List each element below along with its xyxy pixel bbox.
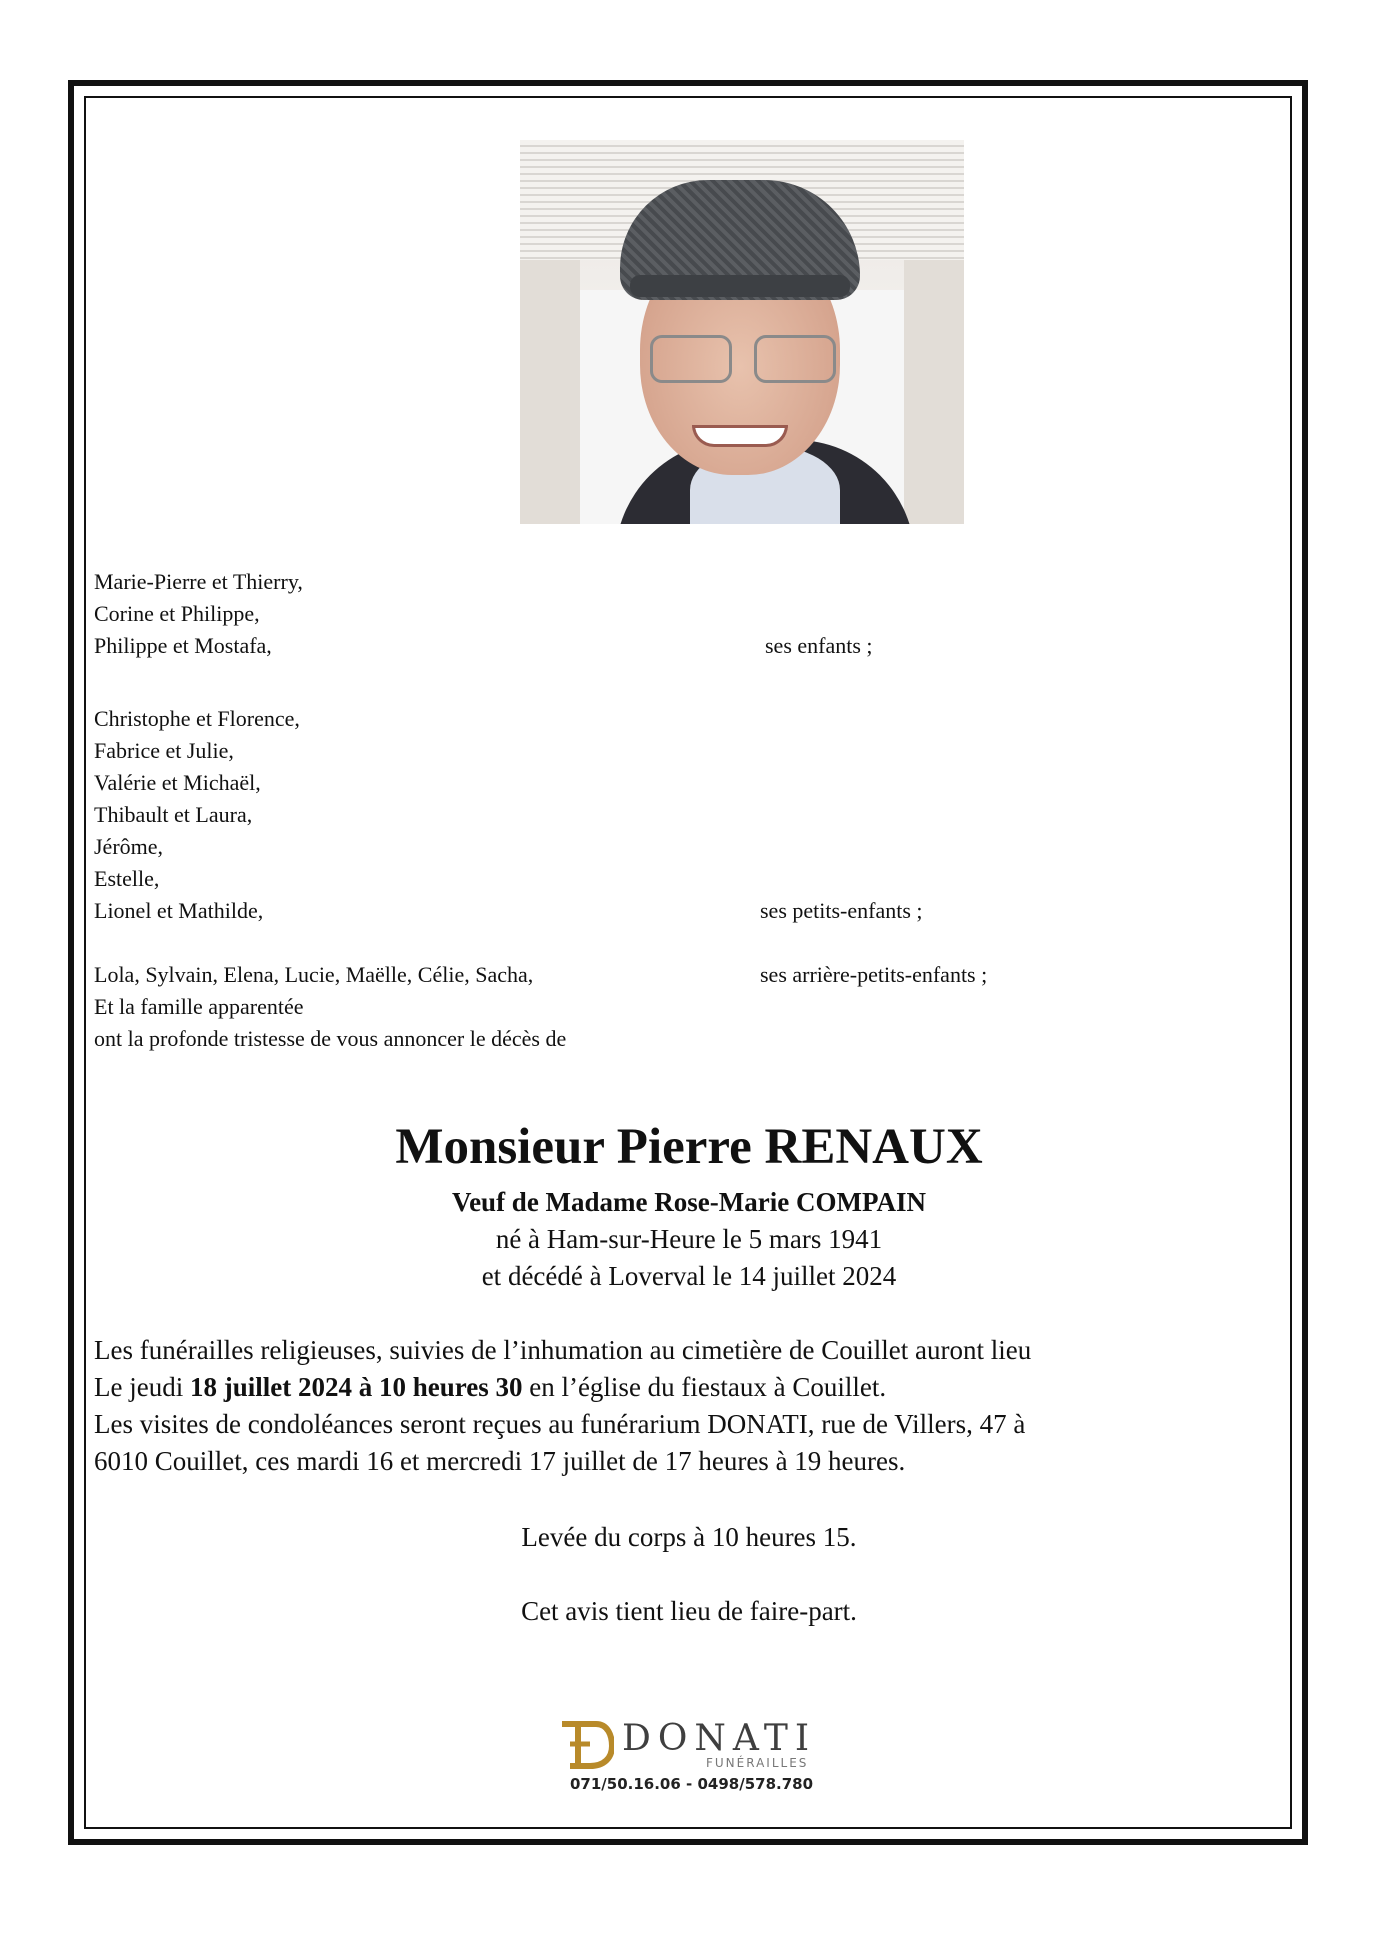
great-grandchildren-line: Lola, Sylvain, Elena, Lucie, Maëlle, Célie, Sacha,	[94, 962, 534, 987]
children-relation: ses enfants ;	[765, 633, 873, 658]
list-item: Christophe et Florence,	[94, 706, 300, 731]
list-item: Lionel et Mathilde,	[94, 898, 264, 923]
funeral-line-3: Les visites de condoléances seront reçues au funérarium DONATI, rue de Villers, 47 à	[94, 1409, 1026, 1439]
list-item: Philippe et Mostafa,	[94, 633, 272, 658]
death-line: et décédé à Loverval le 14 juillet 2024	[481, 1261, 897, 1291]
deceased-name: Monsieur Pierre RENAUX	[395, 1119, 983, 1175]
list-item: Fabrice et Julie,	[94, 738, 234, 763]
portrait-photo	[520, 140, 964, 524]
donati-logo-mark-icon	[556, 1718, 614, 1770]
announce-line: ont la profonde tristesse de vous annoncer le décès de	[94, 1026, 567, 1051]
phone-numbers: 071/50.16.06 - 0498/578.780	[570, 1775, 814, 1793]
logo-word: DONATI	[622, 1718, 817, 1759]
grandchildren-list	[94, 703, 300, 927]
great-grandchildren-relation: ses arrière-petits-enfants ;	[760, 962, 988, 987]
grandchildren-relation: ses petits-enfants ;	[760, 898, 923, 923]
donati-logo	[556, 1718, 826, 1798]
spouse-line: Veuf de Madame Rose-Marie COMPAIN	[452, 1187, 926, 1217]
notice-line: Cet avis tient lieu de faire-part.	[521, 1596, 857, 1626]
list-item: Marie-Pierre et Thierry,	[94, 569, 303, 594]
list-item: Jérôme,	[94, 834, 164, 859]
birth-line: né à Ham-sur-Heure le 5 mars 1941	[495, 1224, 883, 1254]
levee-line: Levée du corps à 10 heures 15.	[521, 1522, 857, 1552]
funeral-details	[94, 1332, 1284, 1480]
children-list	[94, 566, 303, 662]
funeral-line-1: Les funérailles religieuses, suivies de l’inhumation au cimetière de Couillet auront lieu	[94, 1335, 1032, 1365]
funeral-date: 18 juillet 2024 à 10 heures 30	[189, 1372, 523, 1402]
list-item: Estelle,	[94, 866, 160, 891]
funeral-line-2: Le jeudi 18 juillet 2024 à 10 heures 30 en l’église du fiestaux à Couillet.	[94, 1372, 887, 1402]
list-item: Thibault et Laura,	[94, 802, 253, 827]
list-item: Corine et Philippe,	[94, 601, 260, 626]
list-item: Valérie et Michaël,	[94, 770, 261, 795]
family-line: Et la famille apparentée	[94, 994, 304, 1019]
logo-subtitle: FUNÉRAILLES	[706, 1756, 809, 1770]
funeral-line-4: 6010 Couillet, ces mardi 16 et mercredi 17 juillet de 17 heures à 19 heures.	[94, 1446, 906, 1476]
